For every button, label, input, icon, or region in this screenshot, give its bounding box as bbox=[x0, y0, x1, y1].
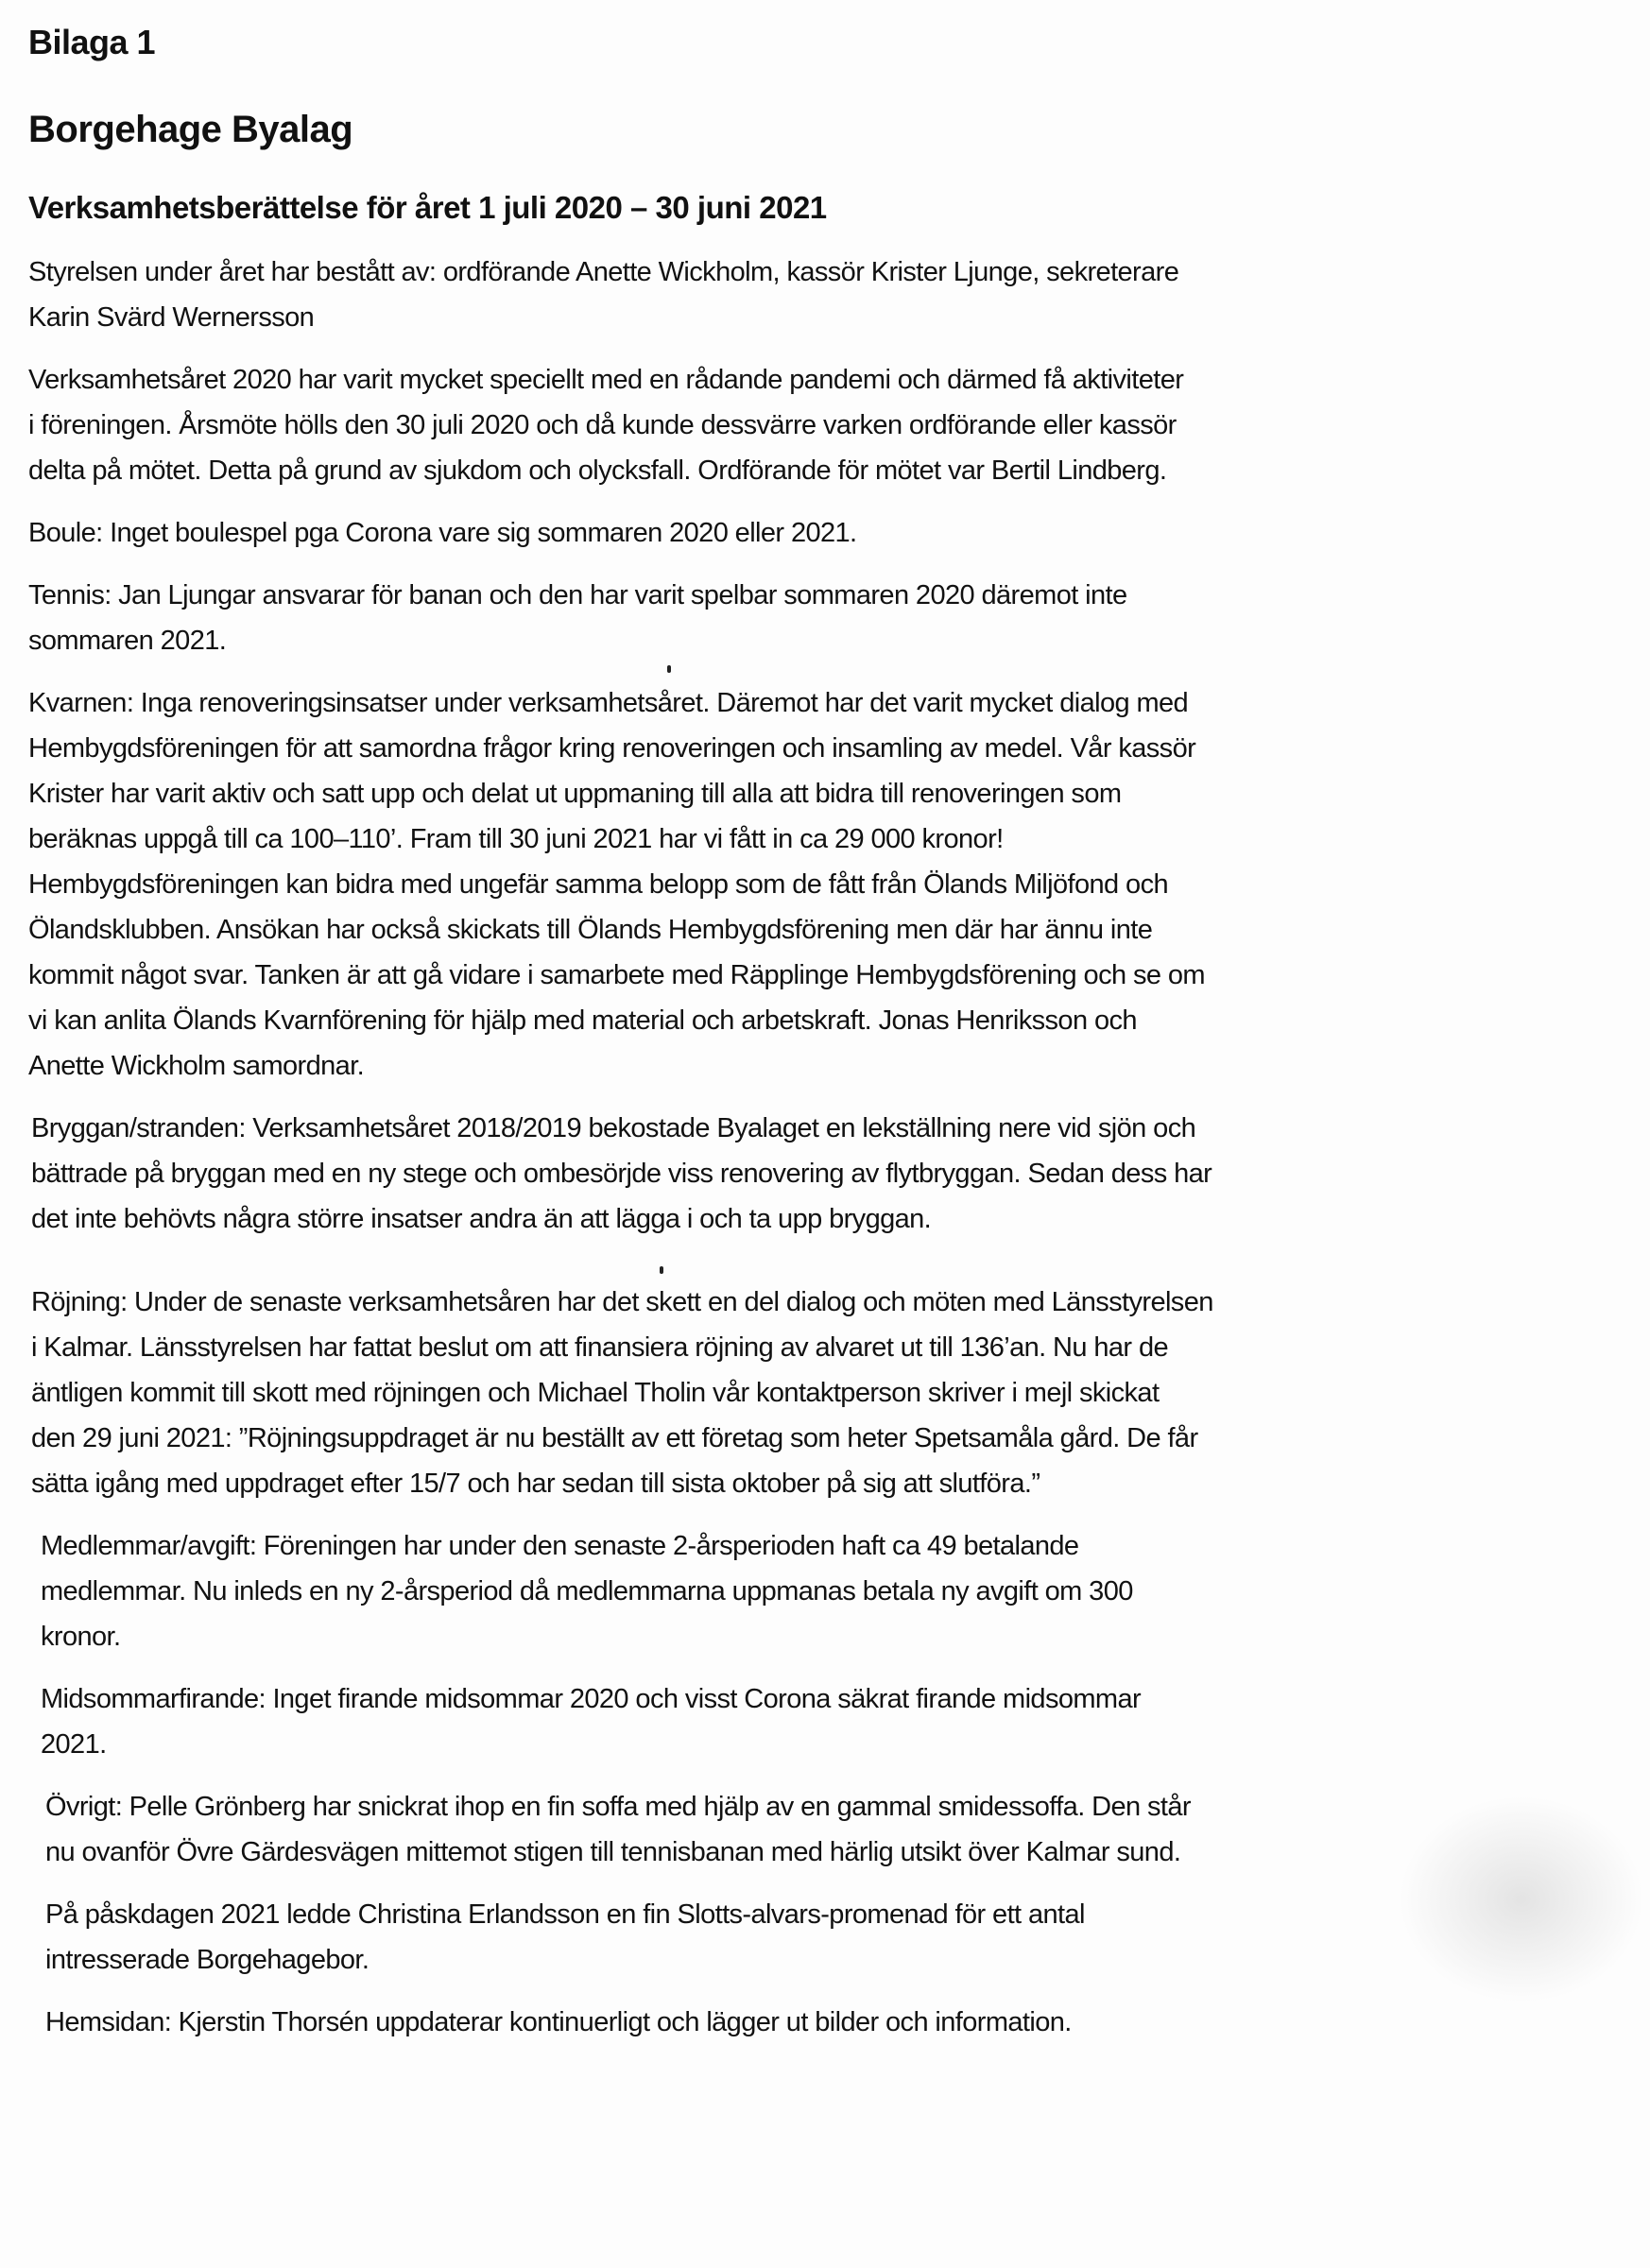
text-line: Midsommarfirande: Inget firande midsommar 2020 och visst Corona säkrat firande midsommar bbox=[41, 1684, 1142, 1714]
text-line: På påskdagen 2021 ledde Christina Erlandsson en fin Slotts-alvars-promenad för ett antal bbox=[45, 1899, 1085, 1930]
text-line: det inte behövts några större insatser andra än att lägga i och ta upp bryggan. bbox=[31, 1204, 932, 1234]
text-line: bättrade på bryggan med en ny stege och ombesörjde viss renovering av flytbryggan. Sedan dess har bbox=[31, 1159, 1212, 1189]
text-line: 2021. bbox=[41, 1729, 107, 1760]
text-line: Röjning: Under de senaste verksamhetsåren har det skett en del dialog och möten med Länsstyrelsen bbox=[31, 1287, 1213, 1317]
organization-title: Borgehage Byalag bbox=[28, 109, 353, 150]
text-line: nu ovanför Övre Gärdesvägen mittemot stigen till tennisbanan med härlig utsikt över Kalmar sund. bbox=[45, 1837, 1181, 1867]
text-line: Karin Svärd Wernersson bbox=[28, 302, 315, 333]
text-line: sommaren 2021. bbox=[28, 626, 227, 656]
text-line: Krister har varit aktiv och satt upp och delat ut uppmaning till alla att bidra till renoveringen som bbox=[28, 779, 1122, 809]
text-line: Styrelsen under året har bestått av: ordförande Anette Wickholm, kassör Krister Ljunge, sekreterare bbox=[28, 257, 1179, 287]
text-line: äntligen kommit till skott med röjningen och Michael Tholin vår kontaktperson skriver i mejl skickat bbox=[31, 1378, 1160, 1408]
text-line: sätta igång med uppdraget efter 15/7 och har sedan till sista oktober på sig att slutföra.” bbox=[31, 1469, 1040, 1499]
text-line: Hembygdsföreningen för att samordna frågor kring renoveringen och insamling av medel. Vår kassör bbox=[28, 733, 1196, 764]
text-line: Övrigt: Pelle Grönberg har snickrat ihop en fin soffa med hjälp av en gammal smidessoffa. Den står bbox=[45, 1792, 1191, 1822]
text-line: Ölandsklubben. Ansökan har också skickats till Ölands Hembygdsförening men där har ännu inte bbox=[28, 915, 1153, 945]
attachment-label: Bilaga 1 bbox=[28, 23, 156, 61]
text-line: kronor. bbox=[41, 1622, 121, 1652]
text-line: Verksamhetsåret 2020 har varit mycket speciellt med en rådande pandemi och därmed få aktiviteter bbox=[28, 365, 1184, 395]
text-line: den 29 juni 2021: ”Röjningsuppdraget är nu beställt av ett företag som heter Spetsamåla gård. De får bbox=[31, 1423, 1198, 1453]
report-subtitle: Verksamhetsberättelse för året 1 juli 2020 – 30 juni 2021 bbox=[28, 190, 827, 225]
scan-speck bbox=[660, 1266, 663, 1274]
text-line: i föreningen. Årsmöte hölls den 30 juli 2020 och då kunde dessvärre varken ordförande eller kassör bbox=[28, 410, 1177, 440]
text-line: i Kalmar. Länsstyrelsen har fattat beslut om att finansiera röjning av alvaret ut till 136’an. Nu har de bbox=[31, 1332, 1168, 1363]
text-line: delta på mötet. Detta på grund av sjukdom och olycksfall. Ordförande för mötet var Bertil Lindberg. bbox=[28, 455, 1167, 486]
text-line: intresserade Borgehagebor. bbox=[45, 1945, 370, 1975]
paragraph-board bbox=[28, 249, 1607, 340]
paragraph-easter bbox=[45, 1892, 1624, 1983]
text-line: Tennis: Jan Ljungar ansvarar för banan och den har varit spelbar sommaren 2020 däremot inte bbox=[28, 580, 1127, 610]
paragraph-other bbox=[45, 1784, 1624, 1875]
text-line: Hembygdsföreningen kan bidra med ungefär samma belopp som de fått från Ölands Miljöfond och bbox=[28, 869, 1168, 900]
text-line: Kvarnen: Inga renoveringsinsatser under verksamhetsåret. Däremot har det varit mycket dialog med bbox=[28, 688, 1189, 718]
text-line: Bryggan/stranden: Verksamhetsåret 2018/2019 bekostade Byalaget en lekställning nere vid sjön och bbox=[31, 1113, 1196, 1143]
text-line: Hemsidan: Kjerstin Thorsén uppdaterar kontinuerligt och lägger ut bilder och information. bbox=[45, 2007, 1072, 2037]
paragraph-tennis bbox=[28, 573, 1607, 663]
paragraph-kvarnen bbox=[28, 680, 1607, 1089]
paragraph-midsummer bbox=[41, 1676, 1619, 1767]
paragraph-website bbox=[45, 2000, 1624, 2045]
text-line: medlemmar. Nu inleds en ny 2-årsperiod då medlemmarna uppmanas betala ny avgift om 300 bbox=[41, 1576, 1133, 1606]
paragraph-boule bbox=[28, 510, 1607, 556]
paragraph-rojning bbox=[31, 1280, 1609, 1506]
scan-speck bbox=[667, 665, 671, 673]
paragraph-bryggan bbox=[31, 1106, 1609, 1242]
paragraph-membership bbox=[41, 1523, 1619, 1659]
text-line: vi kan anlita Ölands Kvarnförening för hjälp med material och arbetskraft. Jonas Henriksson och bbox=[28, 1005, 1137, 1036]
text-line: Anette Wickholm samordnar. bbox=[28, 1051, 365, 1081]
text-line: beräknas uppgå till ca 100–110’. Fram till 30 juni 2021 har vi fått in ca 29 000 kronor! bbox=[28, 824, 1004, 854]
text-line: kommit något svar. Tanken är att gå vidare i samarbete med Räpplinge Hembygdsförening och se om bbox=[28, 960, 1205, 990]
text-line: Boule: Inget boulespel pga Corona vare sig sommaren 2020 eller 2021. bbox=[28, 518, 857, 548]
paragraph-intro bbox=[28, 357, 1607, 493]
text-line: Medlemmar/avgift: Föreningen har under den senaste 2-årsperioden haft ca 49 betalande bbox=[41, 1531, 1079, 1561]
